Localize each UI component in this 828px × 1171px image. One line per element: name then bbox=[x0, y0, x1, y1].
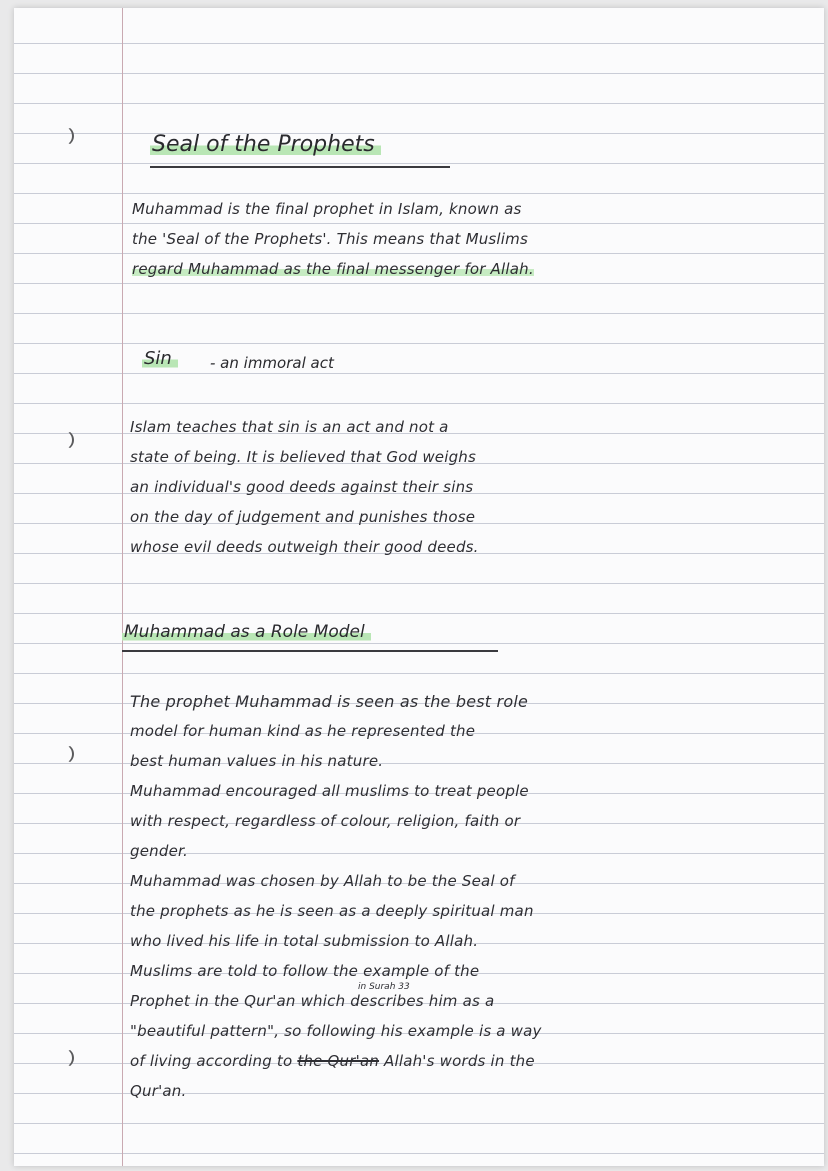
paragraph-line: gender. bbox=[130, 842, 188, 860]
heading-role-model: Muhammad as a Role Model bbox=[122, 622, 371, 642]
paragraph-line: Qur'an. bbox=[130, 1082, 187, 1100]
paragraph-line: regard Muhammad as the final messenger for Allah. bbox=[132, 260, 534, 278]
margin-line bbox=[122, 8, 123, 1166]
heading-seal-of-the-prophets: Seal of the Prophets bbox=[150, 132, 381, 157]
paragraph-line: Muhammad is the final prophet in Islam, known as bbox=[132, 200, 522, 218]
binder-hole bbox=[54, 744, 74, 764]
paragraph-line: the prophets as he is seen as a deeply spiritual man bbox=[130, 902, 534, 920]
paragraph-line: model for human kind as he represented the bbox=[130, 722, 476, 740]
paragraph-line: "beautiful pattern", so following his example is a way bbox=[130, 1022, 542, 1040]
paragraph-line bbox=[130, 1052, 535, 1070]
paragraph-line: with respect, regardless of colour, religion, faith or bbox=[130, 812, 521, 830]
inserted-note: in Surah 33 bbox=[358, 982, 410, 992]
heading-underline bbox=[122, 650, 498, 652]
paragraph-line: The prophet Muhammad is seen as the best role bbox=[130, 692, 529, 711]
paragraph-line: Muslims are told to follow the example of the bbox=[130, 962, 480, 980]
binder-hole bbox=[54, 1048, 74, 1068]
paragraph-line: the 'Seal of the Prophets'. This means that Muslims bbox=[132, 230, 528, 248]
paragraph-line: who lived his life in total submission to Allah. bbox=[130, 932, 479, 950]
paragraph-line: on the day of judgement and punishes those bbox=[130, 508, 476, 526]
line-end: Allah's words in the bbox=[384, 1052, 535, 1070]
binder-hole bbox=[54, 126, 74, 146]
term-definition: - an immoral act bbox=[210, 354, 334, 372]
term-sin: Sin bbox=[142, 348, 178, 369]
heading-underline bbox=[150, 166, 450, 168]
paragraph-line: Islam teaches that sin is an act and not a bbox=[130, 418, 449, 436]
paragraph-line: Prophet in the Qur'an which describes him as a bbox=[130, 992, 495, 1010]
line-start: of living according to bbox=[130, 1052, 293, 1070]
paragraph-line: state of being. It is believed that God weighs bbox=[130, 448, 477, 466]
crossed-out-text: the Qur'an bbox=[297, 1052, 380, 1070]
paragraph-line: Muhammad encouraged all muslims to treat people bbox=[130, 782, 529, 800]
paragraph-line: Muhammad was chosen by Allah to be the Seal of bbox=[130, 872, 515, 890]
binder-hole bbox=[54, 430, 74, 450]
notebook-page bbox=[14, 8, 824, 1166]
paragraph-line: an individual's good deeds against their sins bbox=[130, 478, 474, 496]
paragraph-line: whose evil deeds outweigh their good deeds. bbox=[130, 538, 479, 556]
paragraph-line: best human values in his nature. bbox=[130, 752, 384, 770]
